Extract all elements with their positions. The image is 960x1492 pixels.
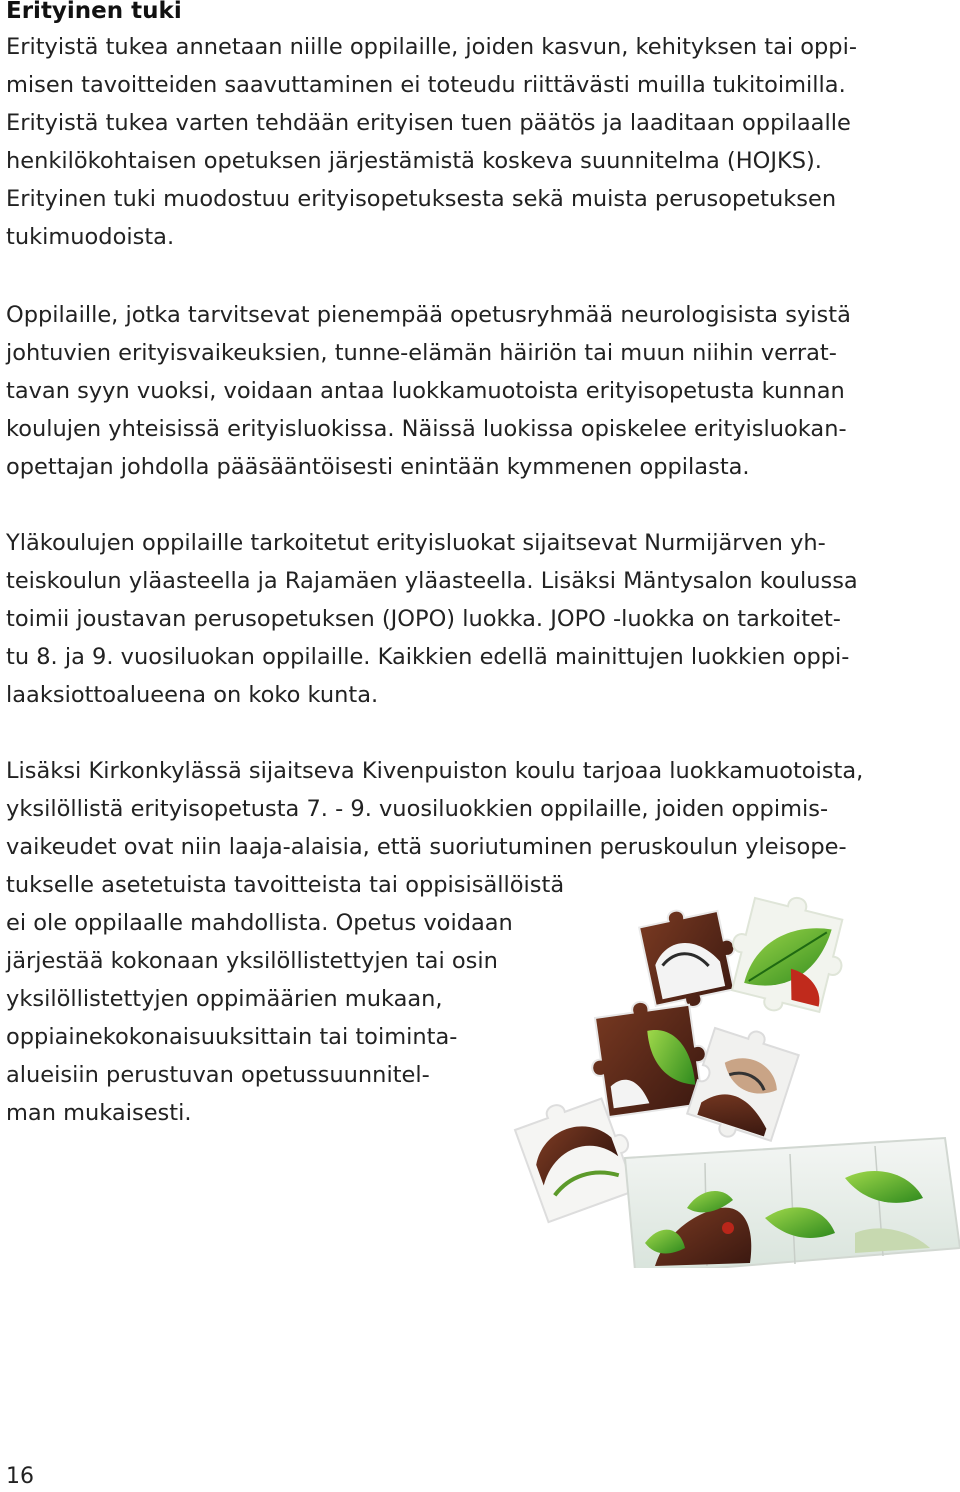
- paragraph-line: Erityinen tuki muodostuu erityisopetuksesta sekä muista perusopetuksen: [6, 186, 837, 212]
- paragraph-line: alueisiin perustuvan opetussuunnitel-: [6, 1062, 430, 1088]
- paragraph-line: ei ole oppilaalle mahdollista. Opetus voidaan: [6, 910, 513, 936]
- puzzle-piece: [719, 885, 855, 1024]
- paragraph-line: misen tavoitteiden saavuttaminen ei toteudu riittävästi muilla tukitoimilla.: [6, 72, 846, 98]
- paragraph-line: toimii joustavan perusopetuksen (JOPO) luokka. JOPO -luokka on tarkoitet-: [6, 606, 841, 632]
- paragraph-line: johtuvien erityisvaikeuksien, tunne-elämän häiriön tai muun niihin verrat-: [6, 340, 837, 366]
- paragraph-line: laaksiottoalueena on koko kunta.: [6, 682, 379, 708]
- paragraph-line: yksilöllistä erityisopetusta 7. - 9. vuosiluokkien oppilaille, joiden oppimis-: [6, 796, 829, 822]
- paragraph-line: henkilökohtaisen opetuksen järjestämistä koskeva suunnitelma (HOJKS).: [6, 148, 822, 174]
- page-title: Erityinen tuki: [6, 0, 182, 24]
- paragraph-line: Erityistä tukea annetaan niille oppilaille, joiden kasvun, kehityksen tai oppi-: [6, 34, 857, 60]
- paragraph-line: koulujen yhteisissä erityisluokissa. Näissä luokissa opiskelee erityisluokan-: [6, 416, 847, 442]
- puzzle-piece: [637, 900, 744, 1014]
- paragraph-line: Yläkoulujen oppilaille tarkoitetut erityisluokat sijaitsevat Nurmijärven yh-: [6, 530, 826, 556]
- paragraph-line: Oppilaille, jotka tarvitsevat pienempää opetusryhmää neurologisista syistä: [6, 302, 851, 328]
- puzzle-piece: [684, 1019, 802, 1150]
- paragraph-line: Erityistä tukea varten tehdään erityisen tuen päätös ja laaditaan oppilaalle: [6, 110, 851, 136]
- puzzle-pieces-image: [505, 868, 960, 1268]
- paragraph-line: tavan syyn vuoksi, voidaan antaa luokkamuotoista erityisopetusta kunnan: [6, 378, 845, 404]
- puzzle-piece: [625, 1138, 960, 1268]
- paragraph-line: Lisäksi Kirkonkylässä sijaitseva Kivenpuiston koulu tarjoaa luokkamuotoista,: [6, 758, 864, 784]
- paragraph-1: [6, 28, 857, 256]
- paragraph-line: järjestää kokonaan yksilöllistettyjen tai osin: [6, 948, 498, 974]
- paragraph-line: teiskoulun yläasteella ja Rajamäen yläasteella. Lisäksi Mäntysalon koulussa: [6, 568, 858, 594]
- paragraph-line: man mukaisesti.: [6, 1100, 192, 1126]
- paragraph-line: tukimuodoista.: [6, 224, 175, 250]
- paragraph-line: tu 8. ja 9. vuosiluokan oppilaille. Kaikkien edellä mainittujen luokkien oppi-: [6, 644, 850, 670]
- paragraph-line: opettajan johdolla pääsääntöisesti enintään kymmenen oppilasta.: [6, 454, 750, 480]
- paragraph-line: yksilöllistettyjen oppimäärien mukaan,: [6, 986, 443, 1012]
- page-number: 16: [6, 1464, 34, 1489]
- paragraph-line: tukselle asetetuista tavoitteista tai oppisisällöistä: [6, 872, 565, 898]
- paragraph-line: vaikeudet ovat niin laaja-alaisia, että suoriutuminen peruskoulun yleisope-: [6, 834, 847, 860]
- paragraph-3: [6, 524, 858, 714]
- paragraph-line: oppiainekokonaisuuksittain tai toiminta-: [6, 1024, 458, 1050]
- paragraph-2: [6, 296, 851, 486]
